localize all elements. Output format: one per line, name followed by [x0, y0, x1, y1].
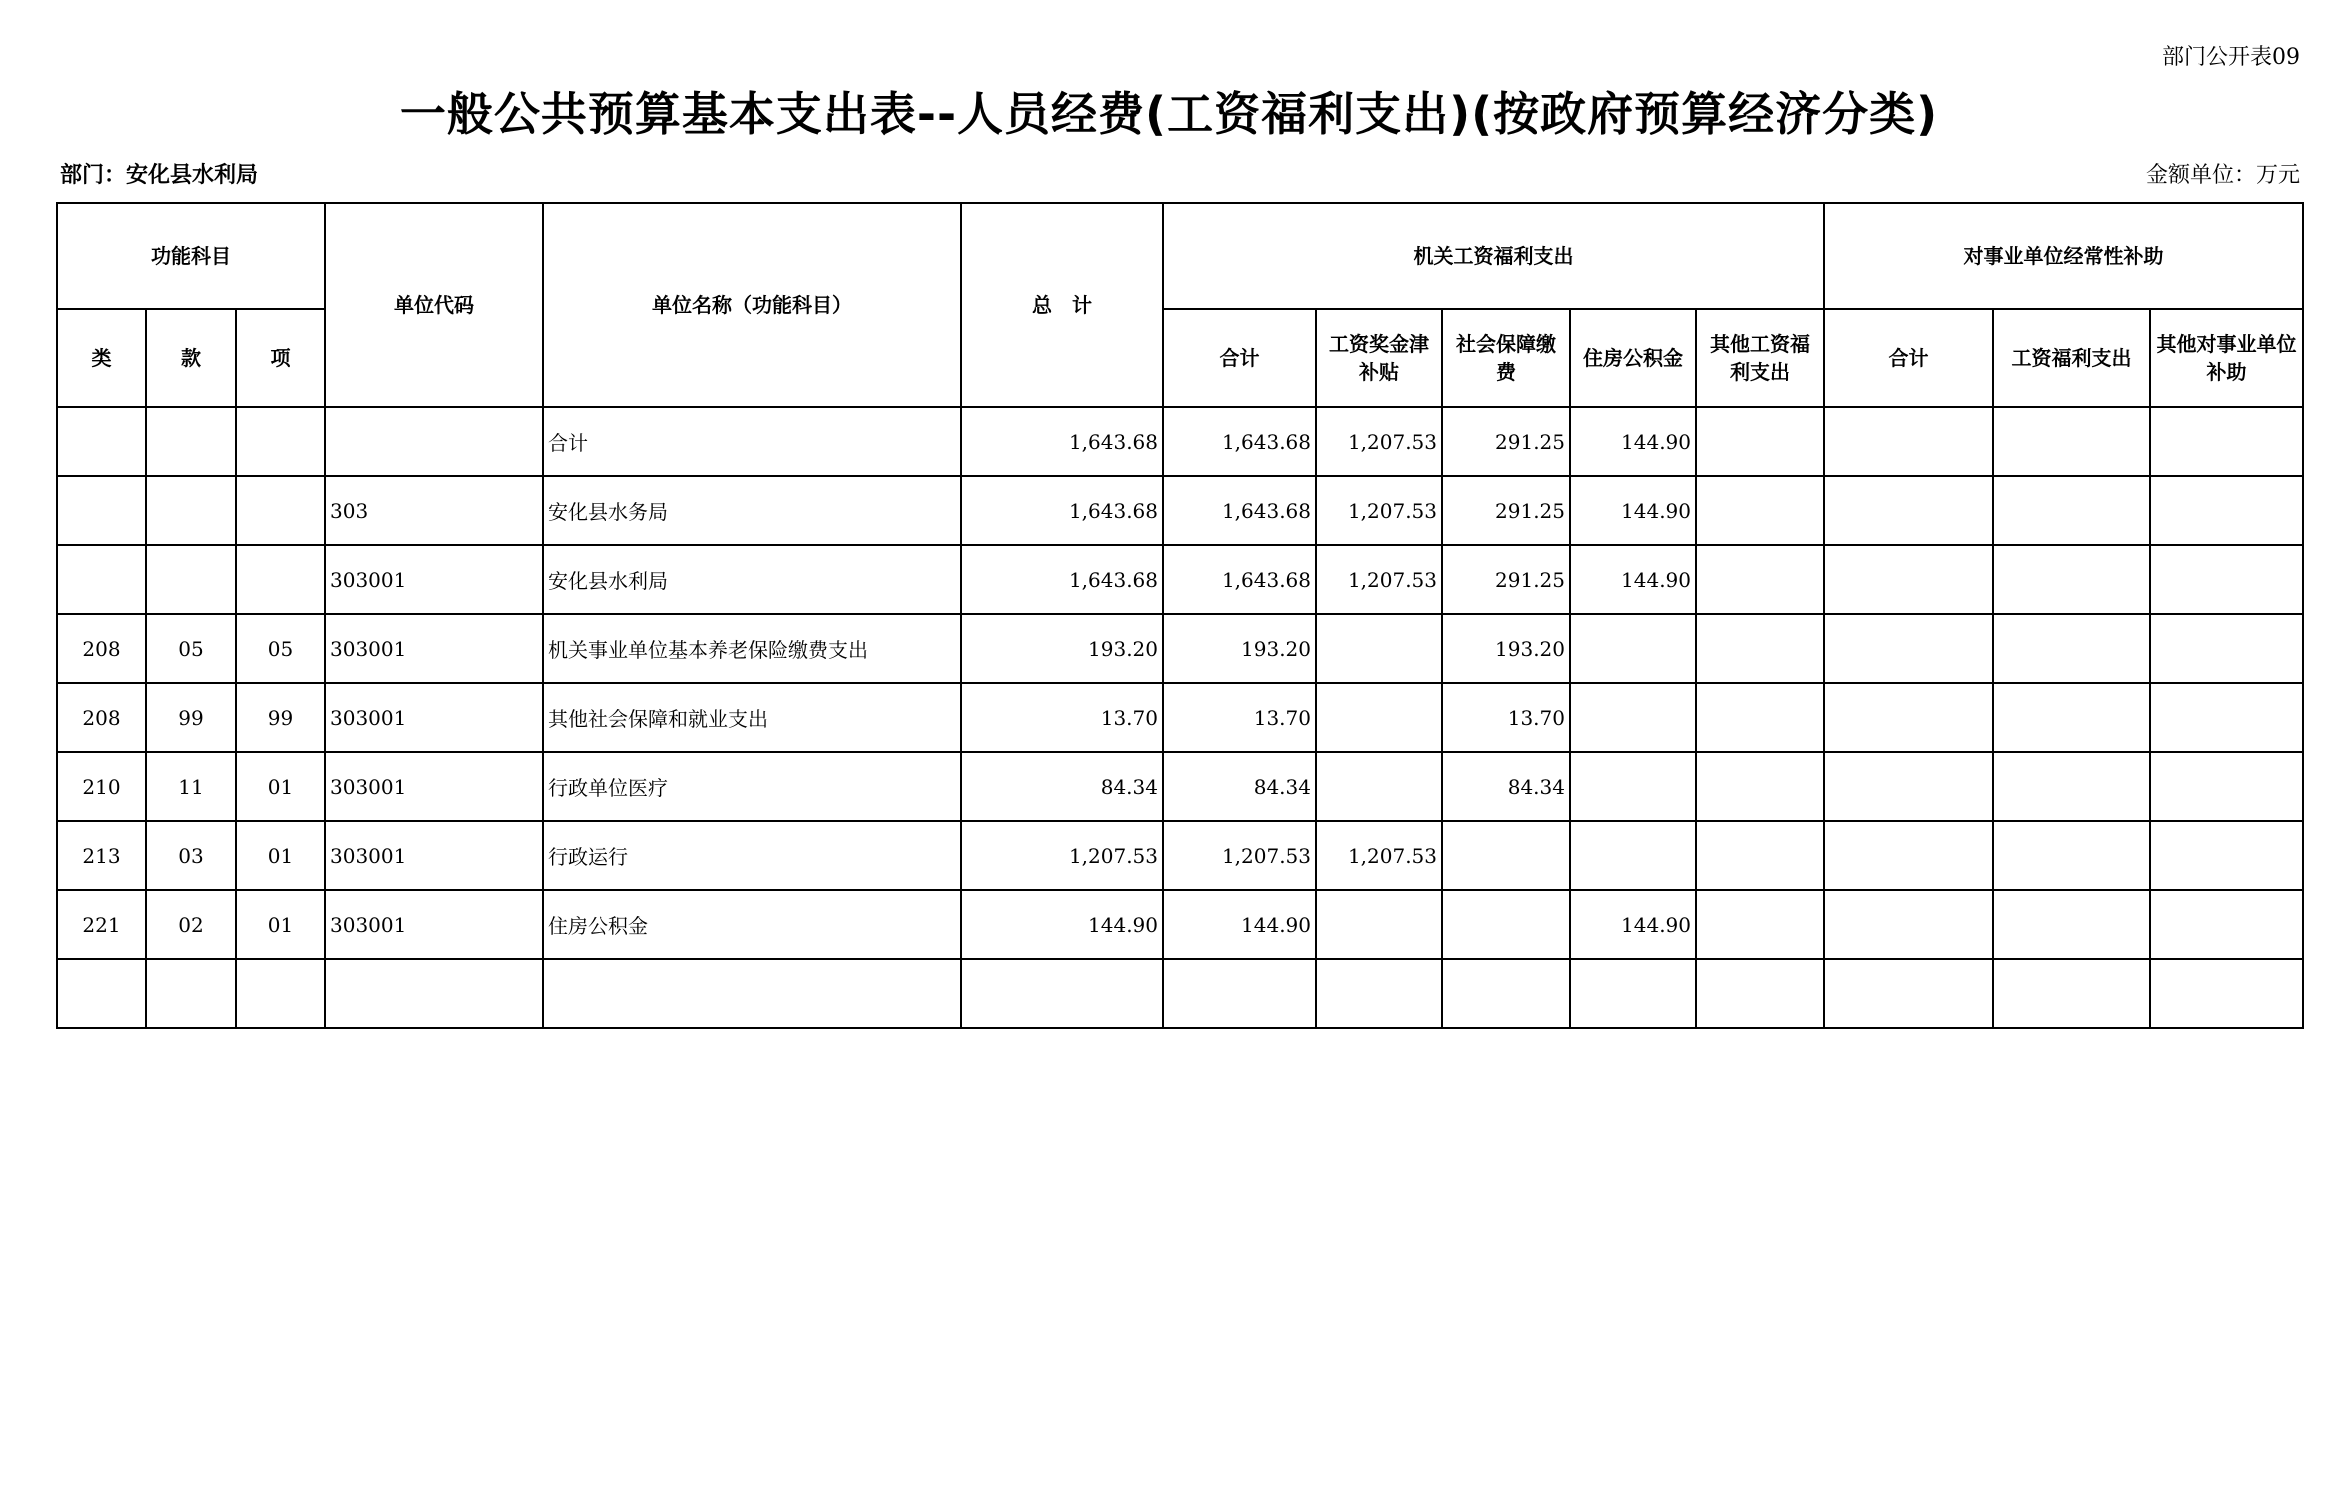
cell-sub-other [2150, 614, 2303, 683]
cell-org-housing [1570, 683, 1696, 752]
table-row [57, 545, 2303, 614]
cell-lei: 221 [57, 890, 146, 959]
cell-org-salary: 1,207.53 [1316, 821, 1442, 890]
cell-org-total: 144.90 [1163, 890, 1316, 959]
cell-org-other [1696, 821, 1824, 890]
header-org-group: 机关工资福利支出 [1163, 203, 1824, 309]
cell-sub-salary [1993, 476, 2150, 545]
cell-org-total: 1,643.68 [1163, 476, 1316, 545]
cell-org-other [1696, 407, 1824, 476]
header-xiang: 项 [236, 309, 325, 407]
cell-lei [57, 476, 146, 545]
cell-total: 193.20 [961, 614, 1163, 683]
cell-org-social: 291.25 [1442, 407, 1570, 476]
cell-code: 303001 [325, 614, 543, 683]
table-row [57, 614, 2303, 683]
cell-lei [57, 545, 146, 614]
cell-sub-total [1824, 476, 1993, 545]
cell-sub-other [2150, 821, 2303, 890]
cell-org-social: 84.34 [1442, 752, 1570, 821]
cell-kuan [146, 407, 236, 476]
department-label: 部门：安化县水利局 [60, 163, 259, 188]
budget-table [56, 202, 2304, 1029]
cell-sub-salary [1993, 545, 2150, 614]
header-org-other: 其他工资福利支出 [1696, 309, 1824, 407]
cell-total: 1,643.68 [961, 476, 1163, 545]
cell-code [325, 407, 543, 476]
cell-xiang [236, 476, 325, 545]
cell-sub-other [2150, 407, 2303, 476]
cell-org-housing [1570, 614, 1696, 683]
cell-lei: 208 [57, 683, 146, 752]
cell-org-other [1696, 614, 1824, 683]
cell-code: 303001 [325, 890, 543, 959]
cell-org-other [1696, 959, 1824, 1028]
cell-sub-salary [1993, 890, 2150, 959]
cell-sub-salary [1993, 683, 2150, 752]
cell-org-social [1442, 890, 1570, 959]
header-org-housing: 住房公积金 [1570, 309, 1696, 407]
cell-org-social: 193.20 [1442, 614, 1570, 683]
cell-org-salary: 1,207.53 [1316, 476, 1442, 545]
header-total: 总 计 [961, 203, 1163, 407]
cell-org-social: 291.25 [1442, 545, 1570, 614]
cell-org-housing: 144.90 [1570, 545, 1696, 614]
cell-org-other [1696, 752, 1824, 821]
cell-sub-salary [1993, 407, 2150, 476]
cell-xiang [236, 545, 325, 614]
cell-org-social [1442, 821, 1570, 890]
cell-org-housing [1570, 959, 1696, 1028]
cell-org-salary [1316, 959, 1442, 1028]
cell-kuan [146, 959, 236, 1028]
cell-kuan [146, 545, 236, 614]
cell-org-total: 193.20 [1163, 614, 1316, 683]
cell-lei: 213 [57, 821, 146, 890]
cell-sub-salary [1993, 752, 2150, 821]
cell-xiang [236, 407, 325, 476]
cell-sub-total [1824, 752, 1993, 821]
cell-org-housing: 144.90 [1570, 476, 1696, 545]
cell-xiang: 99 [236, 683, 325, 752]
cell-org-total: 1,643.68 [1163, 545, 1316, 614]
table-row [57, 752, 2303, 821]
cell-name: 住房公积金 [543, 890, 961, 959]
cell-org-social: 13.70 [1442, 683, 1570, 752]
table-row [57, 683, 2303, 752]
cell-name: 其他社会保障和就业支出 [543, 683, 961, 752]
cell-org-salary [1316, 890, 1442, 959]
cell-total: 84.34 [961, 752, 1163, 821]
cell-sub-total [1824, 683, 1993, 752]
cell-org-social: 291.25 [1442, 476, 1570, 545]
cell-org-total [1163, 959, 1316, 1028]
cell-xiang [236, 959, 325, 1028]
cell-total: 13.70 [961, 683, 1163, 752]
cell-sub-other [2150, 476, 2303, 545]
cell-xiang: 01 [236, 752, 325, 821]
cell-code [325, 959, 543, 1028]
table-row [57, 407, 2303, 476]
cell-name: 合计 [543, 407, 961, 476]
cell-sub-other [2150, 752, 2303, 821]
table-row [57, 821, 2303, 890]
cell-org-housing: 144.90 [1570, 407, 1696, 476]
cell-org-other [1696, 545, 1824, 614]
cell-sub-other [2150, 959, 2303, 1028]
cell-org-salary: 1,207.53 [1316, 545, 1442, 614]
cell-kuan: 11 [146, 752, 236, 821]
cell-kuan: 05 [146, 614, 236, 683]
header-unit-name: 单位名称（功能科目） [543, 203, 961, 407]
cell-org-salary [1316, 752, 1442, 821]
cell-xiang: 01 [236, 821, 325, 890]
header-org-social: 社会保障缴费 [1442, 309, 1570, 407]
cell-total [961, 959, 1163, 1028]
cell-org-other [1696, 683, 1824, 752]
cell-org-other [1696, 476, 1824, 545]
cell-sub-other [2150, 545, 2303, 614]
cell-sub-other [2150, 890, 2303, 959]
cell-org-housing: 144.90 [1570, 890, 1696, 959]
cell-sub-total [1824, 821, 1993, 890]
cell-xiang: 01 [236, 890, 325, 959]
cell-org-total: 1,207.53 [1163, 821, 1316, 890]
cell-lei: 208 [57, 614, 146, 683]
cell-total: 1,643.68 [961, 545, 1163, 614]
cell-org-housing [1570, 752, 1696, 821]
header-kuan: 款 [146, 309, 236, 407]
cell-org-total: 13.70 [1163, 683, 1316, 752]
form-number: 部门公开表09 [2162, 45, 2300, 70]
cell-org-salary: 1,207.53 [1316, 407, 1442, 476]
header-org-salary: 工资奖金津补贴 [1316, 309, 1442, 407]
cell-total: 1,643.68 [961, 407, 1163, 476]
cell-name: 安化县水利局 [543, 545, 961, 614]
amount-unit-label: 金额单位：万元 [2145, 163, 2300, 188]
cell-lei [57, 407, 146, 476]
cell-org-salary [1316, 614, 1442, 683]
cell-sub-total [1824, 614, 1993, 683]
cell-sub-salary [1993, 959, 2150, 1028]
cell-sub-total [1824, 959, 1993, 1028]
header-sub-other: 其他对事业单位补助 [2150, 309, 2303, 407]
cell-name: 行政运行 [543, 821, 961, 890]
cell-sub-salary [1993, 614, 2150, 683]
header-subsidy-group: 对事业单位经常性补助 [1824, 203, 2303, 309]
table-row [57, 890, 2303, 959]
cell-code: 303 [325, 476, 543, 545]
cell-lei [57, 959, 146, 1028]
cell-code: 303001 [325, 683, 543, 752]
header-func-subject: 功能科目 [57, 203, 325, 309]
cell-name [543, 959, 961, 1028]
cell-org-total: 1,643.68 [1163, 407, 1316, 476]
cell-code: 303001 [325, 752, 543, 821]
cell-name: 机关事业单位基本养老保险缴费支出 [543, 614, 961, 683]
cell-name: 安化县水务局 [543, 476, 961, 545]
cell-kuan: 99 [146, 683, 236, 752]
cell-sub-total [1824, 545, 1993, 614]
header-unit-code: 单位代码 [325, 203, 543, 407]
header-org-total: 合计 [1163, 309, 1316, 407]
cell-lei: 210 [57, 752, 146, 821]
cell-sub-total [1824, 890, 1993, 959]
cell-name: 行政单位医疗 [543, 752, 961, 821]
cell-org-housing [1570, 821, 1696, 890]
cell-sub-salary [1993, 821, 2150, 890]
cell-xiang: 05 [236, 614, 325, 683]
cell-total: 1,207.53 [961, 821, 1163, 890]
header-sub-total: 合计 [1824, 309, 1993, 407]
cell-sub-total [1824, 407, 1993, 476]
cell-org-social [1442, 959, 1570, 1028]
header-lei: 类 [57, 309, 146, 407]
table-row-empty [57, 959, 2303, 1028]
cell-kuan [146, 476, 236, 545]
cell-kuan: 02 [146, 890, 236, 959]
cell-sub-other [2150, 683, 2303, 752]
page-title: 一般公共预算基本支出表--人员经费(工资福利支出)(按政府预算经济分类) [399, 87, 1939, 141]
cell-org-salary [1316, 683, 1442, 752]
cell-total: 144.90 [961, 890, 1163, 959]
table-row [57, 476, 2303, 545]
cell-code: 303001 [325, 545, 543, 614]
header-sub-salary: 工资福利支出 [1993, 309, 2150, 407]
cell-kuan: 03 [146, 821, 236, 890]
cell-org-total: 84.34 [1163, 752, 1316, 821]
cell-org-other [1696, 890, 1824, 959]
cell-code: 303001 [325, 821, 543, 890]
